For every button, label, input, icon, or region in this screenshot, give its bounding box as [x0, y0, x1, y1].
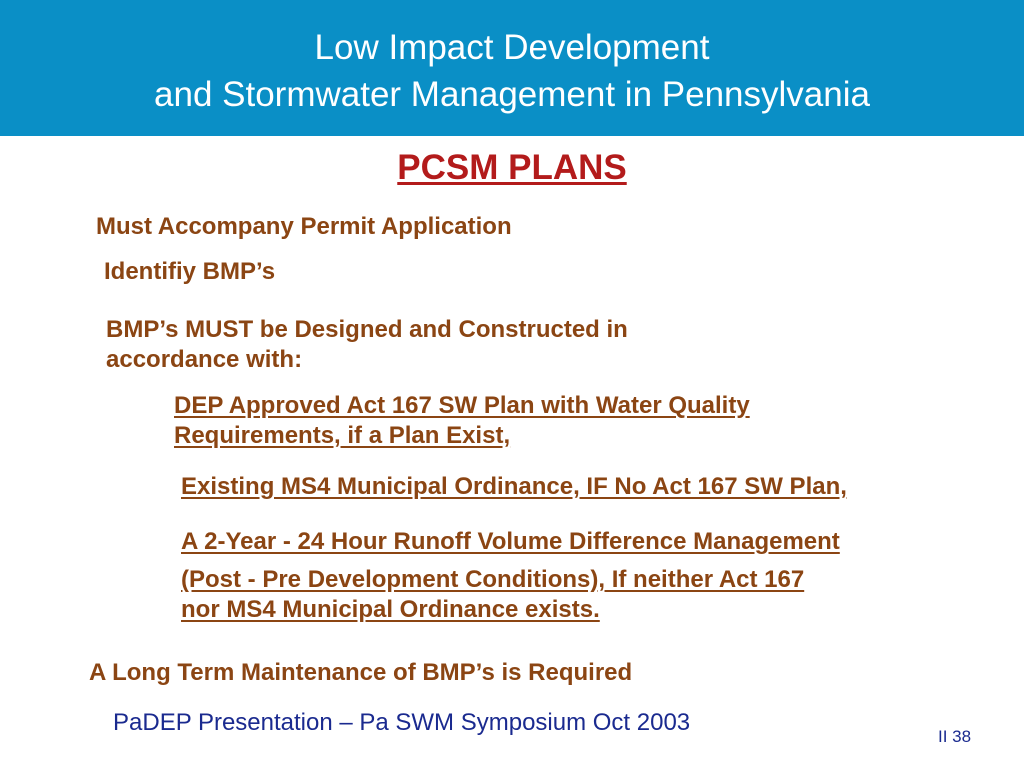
header-title-line-2: and Stormwater Management in Pennsylvania: [154, 75, 870, 114]
slide-title: PCSM PLANS: [397, 148, 627, 187]
header-title-line-1: Low Impact Development: [314, 28, 710, 67]
sub-item-runoff-line-2: (Post - Pre Development Conditions), If neither Act 167: [181, 566, 805, 593]
sub-item-runoff-line-1: A 2-Year - 24 Hour Runoff Volume Difference Management: [181, 528, 840, 555]
bullet-identify-bmps: Identifiy BMP’s: [104, 258, 276, 285]
sub-item-ms4-ordinance: Existing MS4 Municipal Ordinance, IF No Act 167 SW Plan,: [181, 473, 847, 500]
page-number: II 38: [938, 727, 972, 746]
sub-item-act167-line-2: Requirements, if a Plan Exist,: [174, 422, 511, 449]
bullet-bmp-design-line-2: accordance with:: [106, 346, 303, 373]
bullet-long-term-maintenance: A Long Term Maintenance of BMP’s is Required: [89, 659, 633, 686]
sub-item-act167-line-1: DEP Approved Act 167 SW Plan with Water Quality: [174, 392, 750, 419]
bullet-permit-application: Must Accompany Permit Application: [96, 213, 512, 240]
bullet-bmp-design-line-1: BMP’s MUST be Designed and Constructed in: [106, 316, 628, 343]
sub-item-runoff-line-3: nor MS4 Municipal Ordinance exists.: [181, 596, 600, 623]
footer-text: PaDEP Presentation – Pa SWM Symposium Oct 2003: [113, 709, 691, 736]
header-banner: [0, 0, 1024, 136]
